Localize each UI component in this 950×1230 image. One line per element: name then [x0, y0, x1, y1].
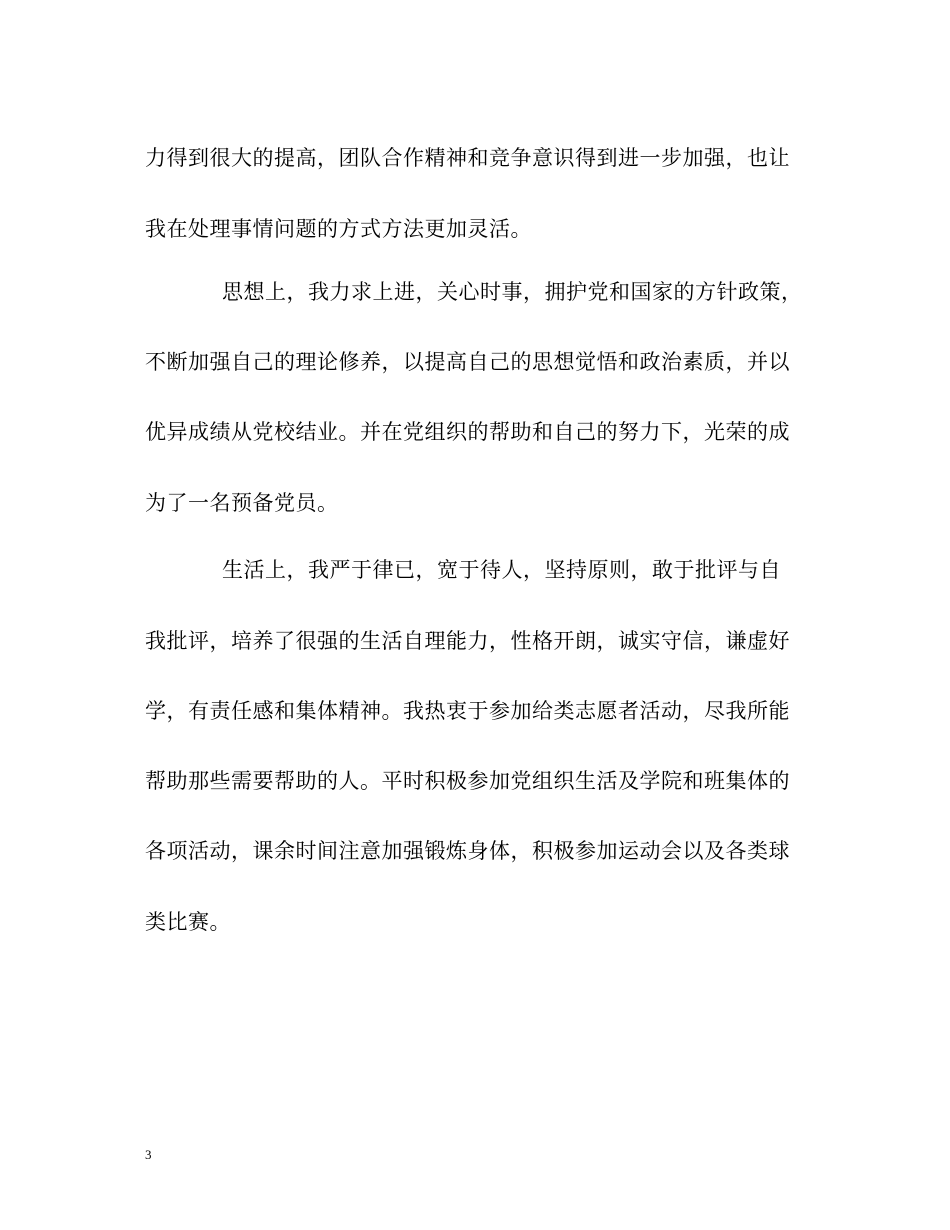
- text-line: 力得到很大的提高，团队合作精神和竞争意识得到进一步加强，也让: [145, 146, 790, 170]
- page-number: 3: [145, 1147, 152, 1162]
- text-line: 不断加强自己的理论修养，以提高自己的思想觉悟和政治素质，并以: [145, 350, 790, 374]
- paragraph-start-line: 生活上，我严于律已，宽于待人，坚持原则，敢于批评与自: [222, 558, 781, 582]
- text-line: 学，有责任感和集体精神。我热衷于参加给类志愿者活动，尽我所能: [145, 699, 790, 723]
- text-line: 类比赛。: [145, 910, 231, 934]
- text-line: 为了一名预备党员。: [145, 491, 339, 515]
- text-line: 我批评，培养了很强的生活自理能力，性格开朗，诚实守信，谦虚好: [145, 629, 790, 653]
- text-line: 各项活动，课余时间注意加强锻炼身体，积极参加运动会以及各类球: [145, 839, 790, 863]
- text-line: 我在处理事情问题的方式方法更加灵活。: [145, 217, 532, 241]
- text-line: 优异成绩从党校结业。并在党组织的帮助和自己的努力下，光荣的成: [145, 420, 790, 444]
- text-line: 帮助那些需要帮助的人。平时积极参加党组织生活及学院和班集体的: [145, 769, 790, 793]
- paragraph-start-line: 思想上，我力求上进，关心时事，拥护党和国家的方针政策，: [222, 280, 803, 304]
